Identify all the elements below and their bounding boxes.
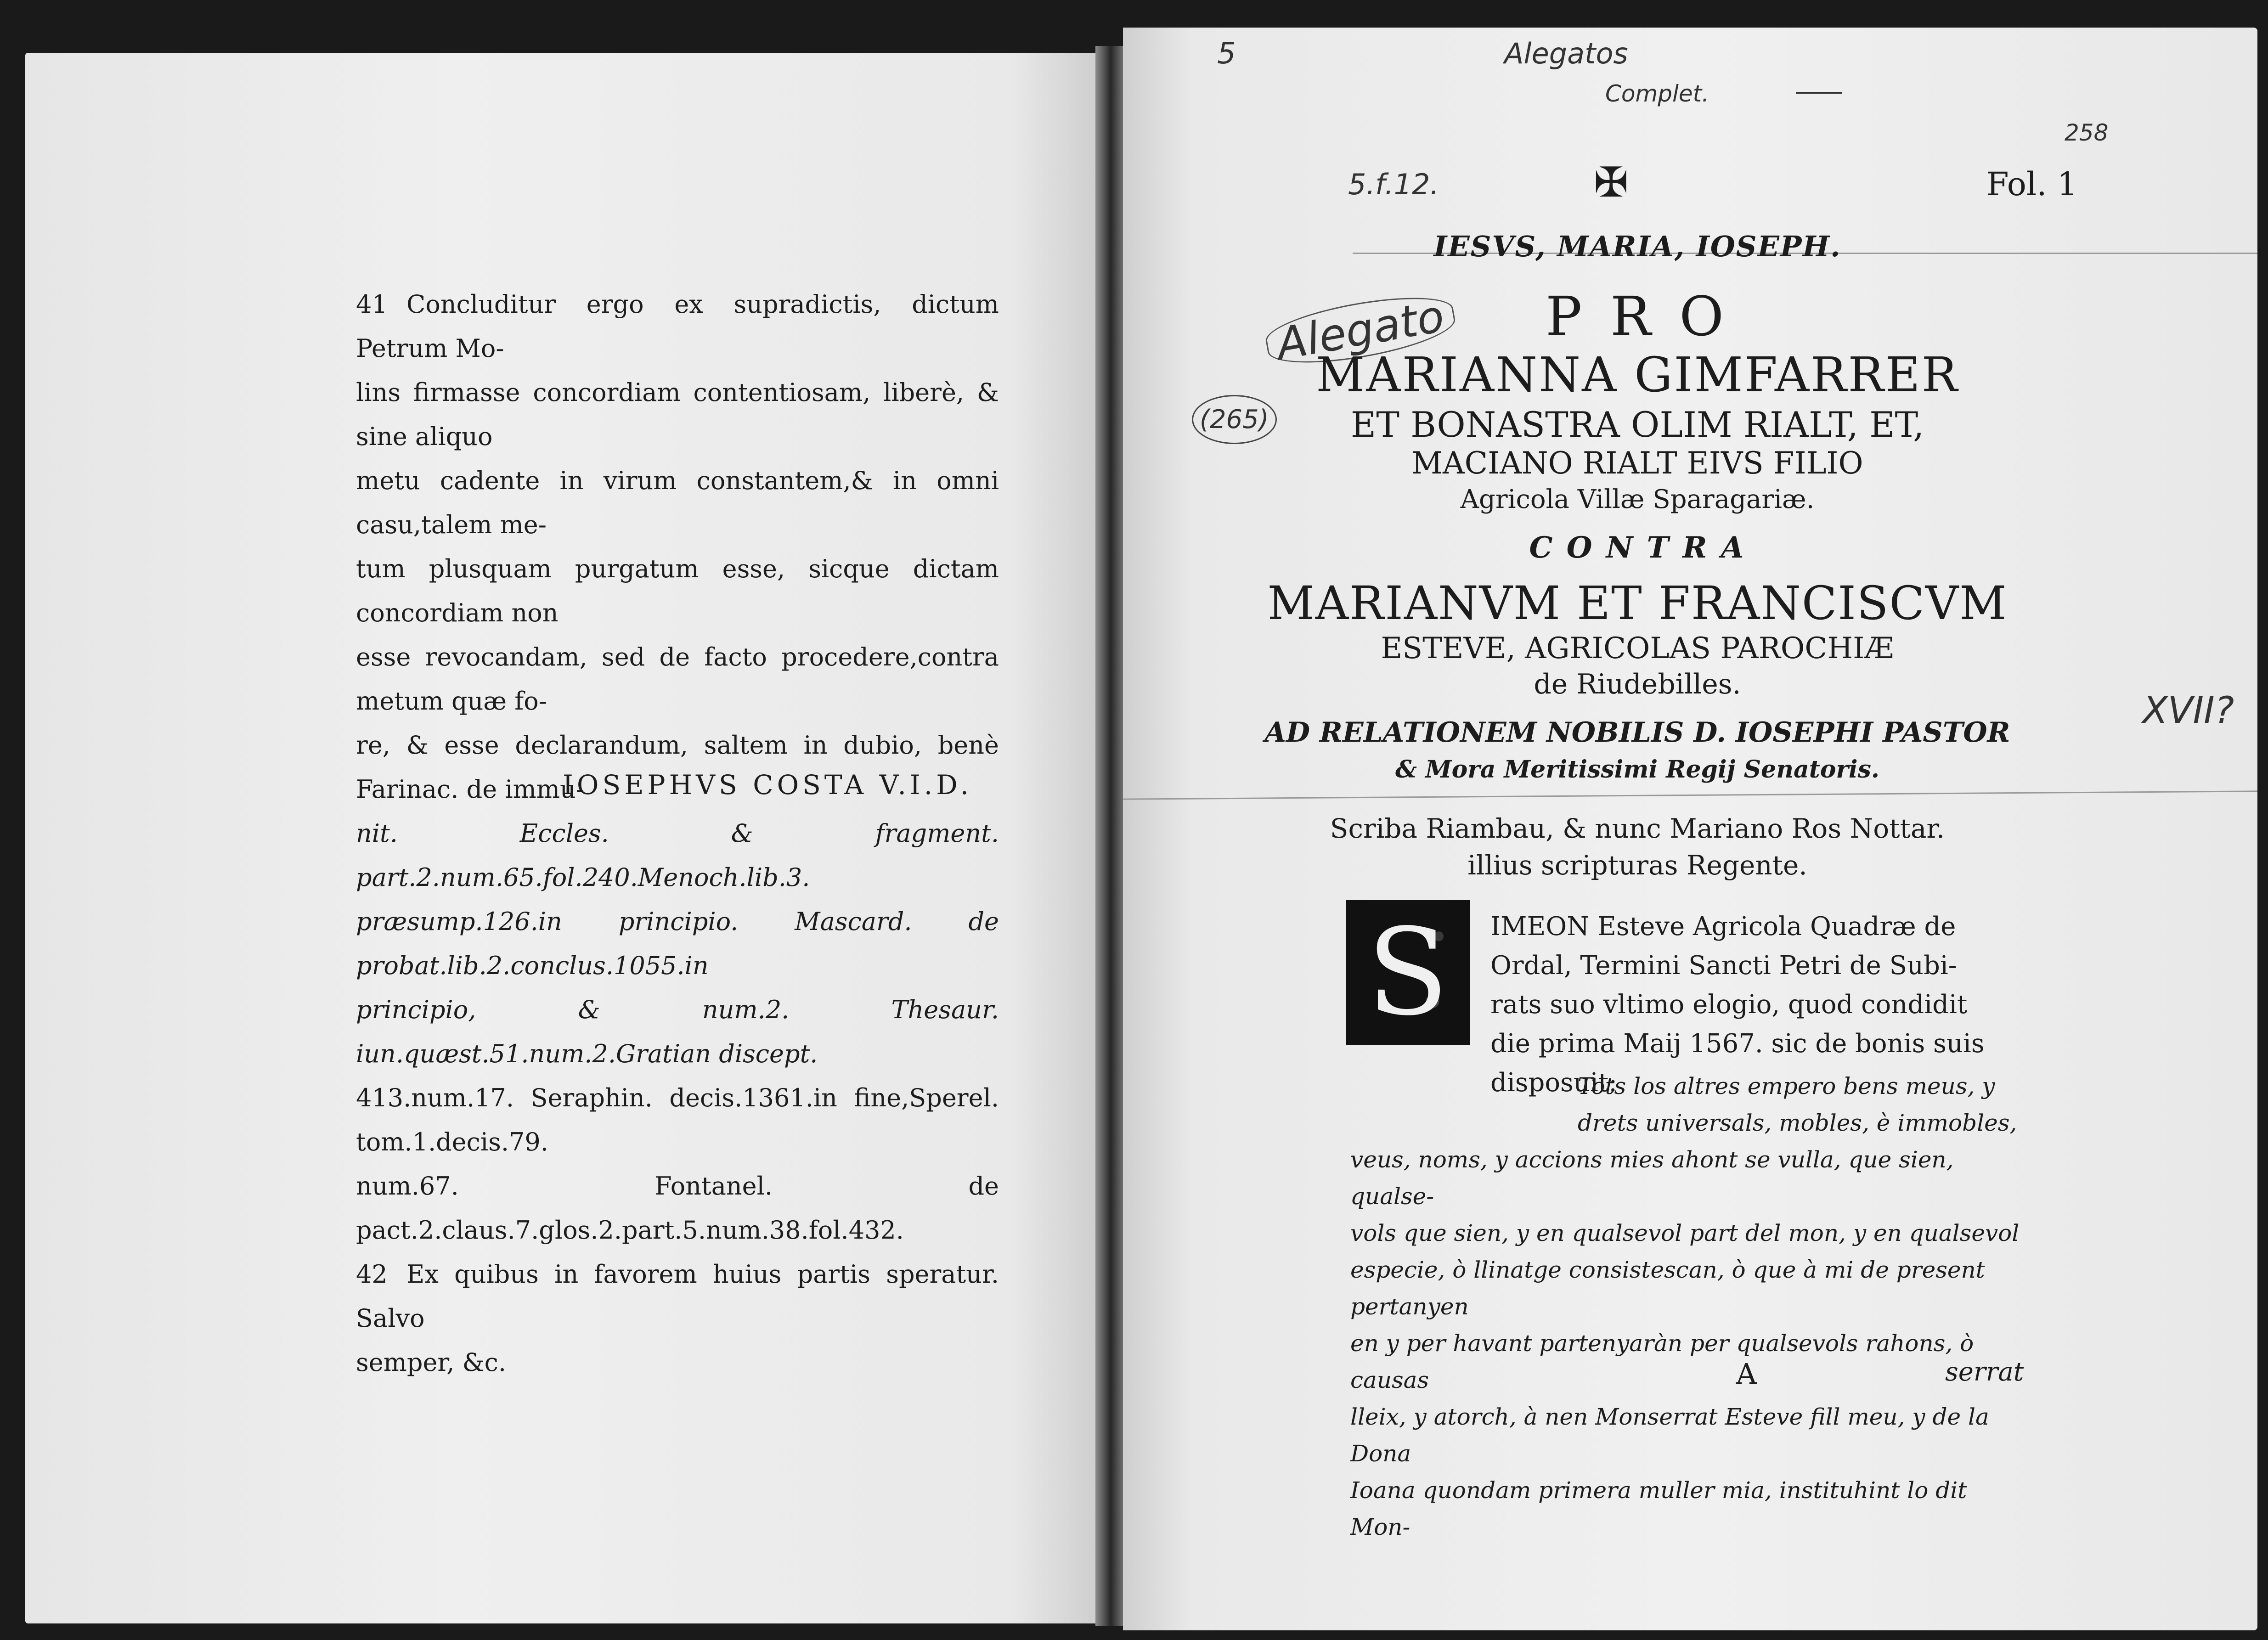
party-2-line: de Riudebilles.: [1534, 668, 1741, 700]
body-italic: [1350, 1141, 2021, 1545]
relation-line: & Mora Meritissimi Regij Senatoris.: [1395, 755, 1879, 783]
catchword: serrat: [1945, 1357, 2024, 1387]
party-2-line: ESTEVE, AGRICOLAS PAROCHIÆ: [1381, 631, 1894, 665]
party-1-line: MACIANO RIALT EIVS FILIO: [1411, 445, 1863, 481]
fold-line: [1123, 790, 2257, 800]
scribe-line: illius scripturas Regente.: [1467, 850, 1807, 881]
text-line: principio, & num.2. Thesaur. iun.quæst.51.num.2.Gratian discept.: [356, 995, 999, 1068]
party-1-name: MARIANNA GIMFARRER: [1316, 347, 1959, 403]
text-line: re, & esse declarandum, saltem in dubio, benè Farinac. de immu-: [356, 731, 999, 804]
handwritten-note: Complet.: [1605, 80, 1709, 107]
scribe-line: Scriba Riambau, & nunc Mariano Ros Nottar.: [1330, 813, 1945, 844]
bracket-number: (265): [1192, 395, 1277, 444]
signature-mark: A: [1736, 1357, 1757, 1391]
shelf-mark: 5.f.12.: [1348, 168, 1439, 201]
paragraph-42: [356, 1252, 999, 1385]
handwritten-note: Alegato: [1262, 287, 1459, 373]
text-line: die prima Maij 1567. sic de bonis suis: [1490, 1029, 1985, 1059]
relation-line: AD RELATIONEM NOBILIS D. IOSEPHI PASTOR: [1264, 716, 2010, 749]
text-line: præsump.126.in principio. Mascard. de probat.lib.2.conclus.1055.in: [356, 907, 999, 980]
text-line: nit. Eccles. & fragment. part.2.num.65.fol.240.Menoch.lib.3.: [356, 819, 999, 892]
text-line: lleix, y atorch, à nen Monserrat Esteve fill meu, y de la Dona: [1350, 1403, 1989, 1467]
archive-number: 258: [2065, 119, 2109, 146]
text-line: esse revocandam, sed de facto procedere,contra metum quæ fo-: [356, 642, 999, 716]
text-line: Concluditur ergo ex supradictis, dictum Petrum Mo-: [356, 290, 999, 363]
text-line: Ioana quondam primera muller mia, instituhint lo dit Mon-: [1350, 1477, 1967, 1540]
text-line: drets universals, mobles, è immobles,: [1578, 1110, 2017, 1136]
body-italic-indented: [1578, 1068, 2019, 1141]
handwritten-note: 5: [1217, 37, 1236, 71]
party-2-name: MARIANVM ET FRANCISCVM: [1267, 576, 2008, 630]
strike-mark: [1796, 92, 1842, 98]
text-line: tum plusquam purgatum esse, sicque dictam concordiam non: [356, 554, 999, 627]
text-line: Tots los altres empero bens meus, y: [1578, 1073, 1995, 1099]
text-line: en y per havant partenyaràn per qualsevols rahons, ò causas: [1350, 1330, 1974, 1393]
folio-number: Fol. 1: [1986, 165, 2078, 203]
text-line: semper, &c.: [356, 1348, 507, 1377]
decorated-drop-cap: [1346, 900, 1470, 1045]
text-line: vols que sien, y en qualsevol part del mon, y en qualsevol: [1350, 1220, 2020, 1246]
contra-heading: C O N T R A: [1529, 530, 1746, 565]
text-line: metu cadente in virum constantem,& in omni casu,talem me-: [356, 466, 999, 539]
invocation: IESVS, MARIA, IOSEPH.: [1433, 230, 1841, 263]
left-page-text: [356, 282, 999, 1385]
paragraph-number: 42: [356, 1260, 388, 1289]
party-1-line: Agricola Villæ Sparagariæ.: [1460, 485, 1815, 514]
text-line: Ex quibus in favorem huius partis speratur. Salvo: [356, 1260, 999, 1333]
paragraph-41: [356, 282, 999, 1252]
text-line: veus, noms, y accions mies ahont se vulla, que sien, qualse-: [1350, 1146, 1954, 1210]
paragraph-number: 41: [356, 290, 388, 319]
cross-icon: ✠: [1594, 158, 1629, 207]
party-1-line: ET BONASTRA OLIM RIALT, ET,: [1350, 404, 1924, 445]
text-line: 413.num.17. Seraphin. decis.1361.in fine,Sperel. tom.1.decis.79.: [356, 1083, 999, 1156]
right-page: [1123, 28, 2257, 1630]
text-line: Ordal, Termini Sancti Petri de Subi-: [1490, 951, 1957, 981]
text-line: especie, ò llinatge consistescan, ò que à mi de present pertanyen: [1350, 1257, 1985, 1320]
author-signature: IOSEPHVS COSTA V.I.D.: [563, 769, 973, 800]
text-line: rats suo vltimo elogio, quod condidit: [1490, 990, 1968, 1020]
roman-numeral-note: XVII?: [2143, 689, 2234, 732]
text-line: disposuit:: [1490, 1068, 1618, 1098]
book-spine: [1095, 46, 1123, 1626]
handwritten-note: Alegatos: [1504, 37, 1628, 70]
left-page: [25, 53, 1095, 1623]
pro-heading: P R O: [1546, 285, 1729, 348]
text-line: lins firmasse concordiam contentiosam, liberè, & sine aliquo: [356, 378, 999, 451]
text-line: IMEON Esteve Agricola Quadræ de: [1490, 912, 1956, 941]
text-line: num.67. Fontanel. de pact.2.claus.7.glos.2.part.5.num.38.fol.432.: [356, 1172, 999, 1245]
drop-cap-letter: S: [1366, 903, 1449, 1042]
